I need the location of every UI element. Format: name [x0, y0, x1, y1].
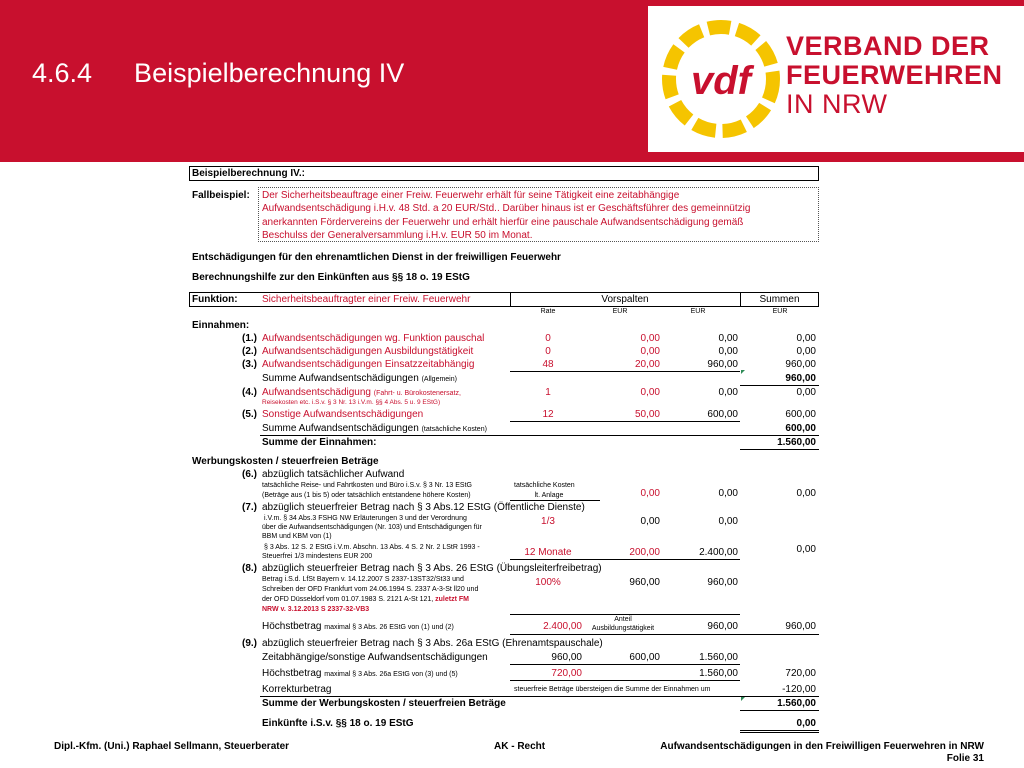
row-note: BBM und KBM von (1): [262, 533, 332, 540]
sum-label: Summe Aufwandsentschädigungen (Allgemein): [262, 373, 457, 384]
row-note: über die Aufwandsentschädigungen (Nr. 103) und Entschädigungen für: [262, 524, 482, 531]
sub-eur: EUR: [690, 308, 706, 315]
heading-entschaedigungen: Entschädigungen für den ehrenamtlichen Dienst in der freiwilligen Feuerwehr: [192, 252, 561, 263]
werbungskosten-label: Werbungskosten / steuerfreien Beträge: [192, 456, 379, 467]
hoechstbetrag-label: Höchstbetrag maximal § 3 Abs. 26a EStG von (3) und (5): [262, 668, 458, 679]
vorspalten-value: 1.560,00: [699, 652, 738, 663]
svg-text:vdf: vdf: [691, 59, 751, 103]
rate-value: 12: [542, 409, 554, 420]
vorspalten-value: 960,00: [707, 359, 738, 370]
vorspalten-value: 0,00: [718, 516, 738, 527]
logo-line-1: VERBAND DER: [786, 31, 990, 61]
fallbeispiel-label: Fallbeispiel:: [192, 190, 250, 201]
row-label: abzüglich steuerfreier Betrag nach § 3 Abs.12 EStG (Öffentliche Dienste): [262, 502, 585, 513]
eur-value: 0,00: [640, 516, 660, 527]
eur-value: 50,00: [634, 409, 660, 420]
sum-einnahmen-value: 1.560,00: [777, 437, 816, 448]
rate-value: 1: [545, 387, 551, 398]
row-label: Aufwandsentschädigungen Ausbildungstätigkeit: [262, 346, 474, 357]
row-note: i.V.m. § 34 Abs.3 FSHG NW Erläuterungen 3 und der Verordnung: [264, 515, 467, 522]
eur-value: 960,00: [629, 577, 660, 588]
sum-werbungskosten-value: 1.560,00: [777, 698, 816, 709]
row-note: tatsächliche Reise- und Fahrtkosten und Büro i.S.v. § 3 Nr. 13 EStG: [262, 482, 472, 489]
vorspalten-value: 600,00: [707, 409, 738, 420]
eur-value: 0,00: [640, 346, 660, 357]
row-label: abzüglich steuerfreier Betrag nach § 3 Abs. 26a EStG (Ehrenamtspauschale): [262, 638, 603, 649]
summen-value: 0,00: [796, 488, 816, 499]
summen-value: 600,00: [785, 409, 816, 420]
vorspalten-value: 1.560,00: [699, 668, 738, 679]
rate-value: 0: [545, 333, 551, 344]
rate-value: 12 Monate: [524, 547, 572, 558]
row-number: (6.): [242, 469, 257, 480]
row-note: Steuerfrei 1/3 mindestens EUR 200: [262, 553, 373, 560]
sub-eur: EUR: [772, 308, 788, 315]
footer-section: AK - Recht: [494, 741, 546, 752]
row-number: (3.): [242, 359, 257, 370]
summen-value: 960,00: [785, 621, 816, 632]
rate-value: 100%: [535, 577, 561, 588]
einkuenfte-value: 0,00: [796, 718, 816, 729]
row-number: (2.): [242, 346, 257, 357]
row-label: Aufwandsentschädigungen wg. Funktion pauschal: [262, 333, 485, 344]
anteil-note: Ausbildungstätigkeit: [591, 625, 655, 632]
heading-berechnungshilfe: Berechnungshilfe zur den Einkünften aus §§ 18 o. 19 EStG: [192, 272, 470, 283]
eur-value: 20,00: [634, 359, 660, 370]
eur-value: 0,00: [640, 387, 660, 398]
eur-value: 0,00: [640, 488, 660, 499]
rate-value: 48: [542, 359, 554, 370]
row-label: Sonstige Aufwandsentschädigungen: [262, 409, 424, 420]
eur-value: 200,00: [629, 547, 660, 558]
rate-value: 960,00: [551, 652, 582, 663]
vorspalten-value: 0,00: [718, 333, 738, 344]
comment-marker-icon: [741, 370, 745, 374]
vorspalten-value: 960,00: [707, 621, 738, 632]
footer-author: Dipl.-Kfm. (Uni.) Raphael Sellmann, Steuerberater: [54, 741, 290, 752]
korrektur-note: steuerfreie Beträge übersteigen die Summe der Einnahmen um: [514, 686, 711, 693]
rate-value: 2.400,00: [543, 621, 582, 632]
row-number: (1.): [242, 333, 257, 344]
row-number: (9.): [242, 638, 257, 649]
summen-value: 960,00: [785, 359, 816, 370]
row-note: der OFD Düsseldorf vom 01.07.1983 S. 2121 A-St 121, zuletzt FM: [262, 596, 469, 603]
row-number: (7.): [242, 502, 257, 513]
summen-value: 0,00: [796, 333, 816, 344]
eur-value: 600,00: [629, 652, 660, 663]
footer-topic: Aufwandsentschädigungen in den Freiwilligen Feuerwehren in NRW: [660, 741, 984, 752]
vorspalten-value: 2.400,00: [699, 547, 738, 558]
funktion-label: Funktion:: [192, 294, 238, 305]
row-note: Schreiben der OFD Frankfurt vom 24.06.1994 S. 2337 A-3-St ll20 und: [262, 586, 479, 593]
einnahmen-label: Einnahmen:: [192, 320, 250, 331]
row-number: (4.): [242, 387, 257, 398]
vorspalten-value: 0,00: [718, 387, 738, 398]
sheet-title: Beispielberechnung IV.:: [192, 168, 305, 179]
row-note: § 3 Abs. 12 S. 2 EStG i.V.m. Abschn. 13 Abs. 4 S. 2 Nr. 2 LStR 1993 -: [264, 544, 480, 551]
row-number: (5.): [242, 409, 257, 420]
fallbeispiel-line: Der Sicherheitsbeauftrage einer Freiw. Feuerwehr erhält für seine Tätigkeit eine zeitabhängige: [262, 190, 680, 201]
col-summen: Summen: [759, 294, 800, 305]
row-number: (8.): [242, 563, 257, 574]
col-vorspalten: Vorspalten: [601, 294, 649, 305]
logo-line-3: IN NRW: [786, 89, 888, 119]
sub-eur: EUR: [612, 308, 628, 315]
sum-werbungskosten-label: Summe der Werbungskosten / steuerfreien Beträge: [262, 698, 506, 709]
row-note: Reisekosten etc. i.S.v. § 3 Nr. 13 i.V.m. §§ 4 Abs. 5 u. 9 EStG): [262, 399, 441, 406]
row-note: (Beträge aus (1 bis 5) oder tatsächlich entstandene höhere Kosten): [262, 492, 471, 499]
funktion-value: Sicherheitsbeauftragter einer Freiw. Feuerwehr: [262, 294, 471, 305]
rate-value: 0: [545, 346, 551, 357]
cost-note: tatsächliche Kosten: [514, 482, 575, 489]
sub-rate: Rate: [540, 308, 556, 315]
vorspalten-value: 0,00: [718, 488, 738, 499]
rate-value: 720,00: [551, 668, 582, 679]
cost-note: lt. Anlage: [534, 492, 564, 499]
fallbeispiel-line: Aufwandsentschädigung i.H.v. 48 Std. a 20 EUR/Std.. Darüber hinaus ist er Geschäftsführer des gemeinnützig: [262, 203, 751, 214]
korrekturbetrag-label: Korrekturbetrag: [262, 684, 332, 695]
comment-marker-icon: [741, 697, 745, 701]
sum-tatsaechlich-value: 600,00: [785, 423, 816, 434]
hoechstbetrag-label: Höchstbetrag maximal § 3 Abs. 26 EStG von (1) und (2): [262, 621, 454, 632]
zeitabhaengig-label: Zeitabhängige/sonstige Aufwandsentschädigungen: [262, 652, 488, 663]
sum-allgemein-value: 960,00: [785, 373, 816, 384]
eur-value: 0,00: [640, 333, 660, 344]
fallbeispiel-line: Beschulss der Generalversammlung i.H.v. EUR 50 im Monat.: [262, 230, 533, 241]
summen-value: 0,00: [796, 387, 816, 398]
summen-value: 0,00: [796, 544, 816, 555]
row-label: Aufwandsentschädigungen Einsatzzeitabhängig: [262, 359, 475, 370]
row-note: NRW v. 3.12.2013 S 2337-32-VB3: [262, 606, 370, 613]
anteil-note: Anteil: [614, 616, 632, 623]
fallbeispiel-line: anerkannten Fördervereins der Feuerwehr und erhält hierfür eine pauschale Aufwandsentschädigung gemäß: [262, 217, 744, 228]
slide-title: 4.6.4 Beispielberechnung IV: [32, 58, 405, 88]
row-label: abzüglich tatsächlicher Aufwand: [262, 469, 405, 480]
einkuenfte-label: Einkünfte i.S.v. §§ 18 o. 19 EStG: [262, 718, 414, 729]
summen-value: 720,00: [785, 668, 816, 679]
summen-value: 0,00: [796, 346, 816, 357]
row-label: Aufwandsentschädigung (Fahrt- u. Bürokostenersatz,: [262, 387, 461, 398]
vorspalten-value: 960,00: [707, 577, 738, 588]
summen-value: -120,00: [782, 684, 816, 695]
vorspalten-value: 0,00: [718, 346, 738, 357]
sum-einnahmen-label: Summe der Einnahmen:: [262, 437, 377, 448]
logo-line-2: FEUERWEHREN: [786, 60, 1003, 90]
footer-page-number: Folie 31: [946, 753, 984, 764]
rate-value: 1/3: [541, 516, 555, 527]
row-note: Betrag i.S.d. LfSt Bayern v. 14.12.2007 S 2337-13ST32/St33 und: [262, 576, 464, 583]
sum-label: Summe Aufwandsentschädigungen (tatsächliche Kosten): [262, 423, 487, 434]
row-label: abzüglich steuerfreier Betrag nach § 3 Abs. 26 EStG (Übungsleiterfreibetrag): [262, 563, 602, 574]
